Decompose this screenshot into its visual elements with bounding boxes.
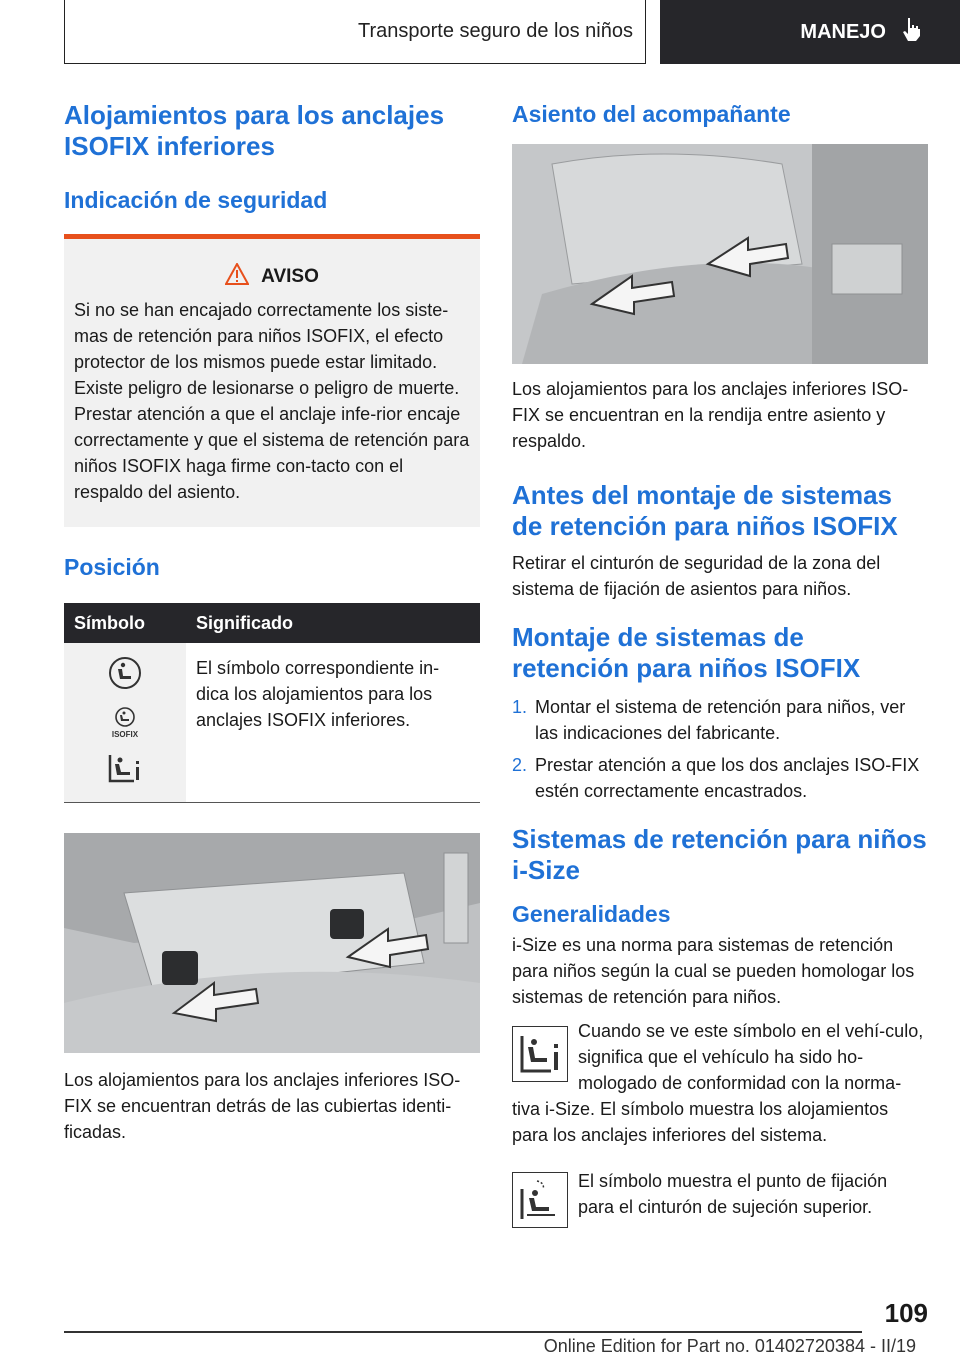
top-tether-icon — [512, 1172, 568, 1228]
warning-title-text: AVISO — [261, 266, 319, 287]
table-row — [64, 643, 480, 803]
isofix-seat-icon — [64, 655, 186, 698]
heading-passenger-seat: Asiento del acompañante — [512, 101, 791, 127]
step-text: Prestar atención a que los dos anclajes ISO-FIX estén correctamente encastrados. — [535, 755, 920, 801]
isize-seat-icon — [64, 753, 186, 790]
isize-symbol-icon — [512, 1026, 568, 1082]
passenger-seat-photo — [512, 144, 928, 364]
isize-symbol-block — [512, 1018, 928, 1148]
right-column — [512, 100, 928, 1228]
footer-edition-text: Online Edition for Part no. 01402720384 - II/19 — [543, 1336, 916, 1356]
footer-rule — [64, 1331, 862, 1333]
heading-safety: Indicación de seguridad — [64, 187, 328, 213]
header-section-title-box — [64, 0, 646, 64]
list-item — [512, 694, 928, 746]
isofix-badge-label: ISOFIX — [111, 730, 139, 739]
warning-title — [74, 263, 470, 291]
isize-symbol-text: Cuando se ve este símbolo en el vehí-culo, significa que el vehículo ha sido ho-mologado de conformidad con la norma-tiva i-Size. El símbolo muestra los alojamientos para los anclajes inferiores del sistema. — [512, 1021, 924, 1145]
step-number: 2. — [512, 755, 528, 775]
symbol-table — [64, 603, 480, 803]
steering-hand-icon — [900, 16, 924, 48]
before-mounting-text: Retirar el cinturón de seguridad de la zona del sistema de fijación de asientos para niños. — [512, 553, 881, 599]
tether-symbol-block — [512, 1168, 928, 1228]
step-number: 1. — [512, 697, 528, 717]
chapter-tab-label: MANEJO — [800, 20, 886, 43]
heading-mounting: Montaje de sistemas de retención para niños ISOFIX — [512, 622, 861, 683]
rear-photo-caption: Los alojamientos para los anclajes inferiores ISO-FIX se encuentran detrás de las cubiertas identi-ficadas. — [64, 1070, 461, 1142]
heading-isofix-lower: Alojamientos para los anclajes ISOFIX inferiores — [64, 100, 445, 161]
warning-box — [64, 239, 480, 527]
rear-seat-photo — [64, 833, 480, 1053]
step-text: Montar el sistema de retención para niños, ver las indicaciones del fabricante. — [535, 697, 906, 743]
isofix-badge-icon — [64, 706, 186, 747]
tether-symbol-text: El símbolo muestra el punto de fijación para el cinturón de sujeción superior. — [578, 1171, 888, 1217]
heading-before-mounting: Antes del montaje de sistemas de retención para niños ISOFIX — [512, 480, 898, 541]
section-title: Transporte seguro de los niños — [358, 20, 633, 42]
chapter-tab[interactable] — [660, 0, 960, 64]
page-number: 109 — [884, 1298, 928, 1328]
heading-isize: Sistemas de retención para niños i-Size — [512, 824, 927, 885]
warning-text: Si no se han encajado correctamente los siste-mas de retención para niños ISOFIX, el efecto protector de los mismos puede estar limitado. Existe peligro de lesionarse o peligro de muerte. Prestar atención a que el anclaje infe-rior encaje correctamente y que el sistema de retención para niños ISOFIX haga firme con-tacto con el respaldo del asiento. — [74, 300, 470, 502]
left-column — [64, 100, 480, 1145]
general-text: i-Size es una norma para sistemas de retención para niños según la cual se pueden homologar los sistemas de retención para niños. — [512, 935, 915, 1007]
meaning-cell: El símbolo correspondiente in-dica los alojamientos para los anclajes ISOFIX inferiores. — [196, 658, 440, 730]
heading-general: Generalidades — [512, 901, 671, 927]
table-header-symbol: Símbolo — [64, 603, 186, 643]
passenger-photo-caption: Los alojamientos para los anclajes inferiores ISO-FIX se encuentran en la rendija entre asiento y respaldo. — [512, 379, 909, 451]
list-item — [512, 752, 928, 804]
warning-triangle-icon — [225, 263, 249, 291]
mounting-steps-list — [512, 694, 928, 804]
symbol-cell — [64, 643, 186, 803]
table-header-meaning: Significado — [186, 603, 480, 643]
heading-position: Posición — [64, 554, 160, 580]
